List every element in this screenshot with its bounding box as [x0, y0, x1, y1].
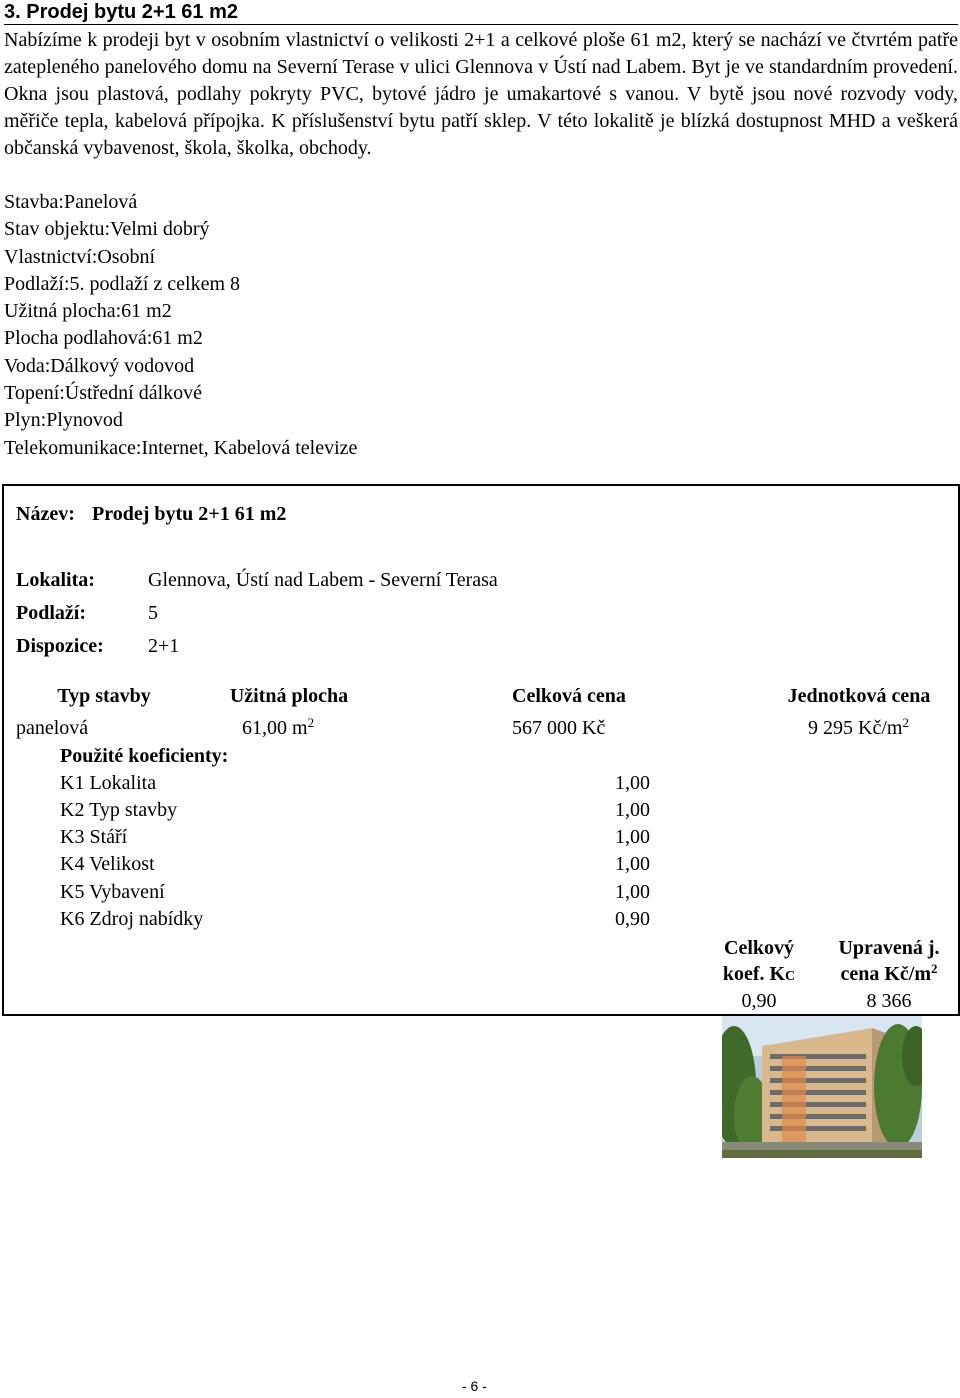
koeficienty-title: Použité koeficienty: [60, 745, 229, 767]
heading-rule [4, 24, 958, 25]
celkovy-koef-sub: C [785, 969, 796, 984]
property-item: Stavba:Panelová [4, 191, 138, 213]
property-item: Plocha podlahová:61 m2 [4, 327, 203, 350]
building-photo-icon [722, 1016, 922, 1158]
upravena-cena-text: cena Kč/m [840, 963, 932, 985]
apartment-building-photo [722, 1016, 922, 1158]
section-heading: 3. Prodej bytu 2+1 61 m2 [4, 1, 238, 23]
celkovy-koef-value: 0,90 [741, 990, 777, 1012]
property-item: Užitná plocha:61 m2 [4, 300, 172, 323]
header-celkova-cena: Celková cena [512, 685, 626, 707]
property-item: Topení:Ústřední dálkové [4, 382, 202, 405]
celkovy-koef-heading-1: Celkový [724, 937, 794, 959]
value-jednotkova-cena [808, 716, 909, 740]
upravena-cena-sup: 2 [931, 961, 938, 976]
podlazi-value: 5 [148, 602, 158, 624]
upravena-cena-value: 8 366 [866, 990, 912, 1012]
valuation-card [2, 484, 960, 1016]
header-jednotkova-cena: Jednotková cena [787, 685, 931, 707]
dispozice-label: Dispozice: [16, 635, 104, 657]
value-typ-stavby: panelová [16, 717, 89, 739]
celkovy-koef-text: koef. K [722, 963, 786, 985]
property-item: Podlaží:5. podlaží z celkem 8 [4, 272, 241, 295]
property-item: Telekomunikace:Internet, Kabelová televize [4, 436, 358, 459]
lokalita-label: Lokalita: [16, 569, 95, 591]
koef-label: K5 Vybavení [60, 881, 165, 903]
header-typ-stavby: Typ stavby [57, 685, 151, 707]
jednotkova-number: 9 295 Kč/m [808, 717, 903, 739]
koef-value: 1,00 [615, 826, 650, 848]
plocha-number: 61,00 m [242, 717, 308, 739]
koef-value: 1,00 [615, 772, 650, 794]
value-uzitna-plocha [242, 716, 314, 740]
lokalita-value: Glennova, Ústí nad Labem - Severní Terasa [148, 569, 498, 591]
dispozice-value: 2+1 [148, 635, 180, 657]
property-item: Plyn:Plynovod [4, 409, 123, 432]
koef-label: K1 Lokalita [60, 772, 157, 794]
name-label: Název: [16, 503, 75, 525]
koef-value: 1,00 [615, 881, 650, 903]
jednotkova-sup: 2 [902, 715, 909, 730]
property-item: Stav objektu:Velmi dobrý [4, 218, 210, 241]
property-list [4, 189, 357, 462]
koef-value: 0,90 [615, 908, 650, 930]
koef-value: 1,00 [615, 853, 650, 875]
upravena-cena-heading-1: Upravená j. [838, 937, 940, 959]
name-value: Prodej bytu 2+1 61 m2 [92, 503, 287, 525]
description-paragraph: Nabízíme k prodeji byt v osobním vlastnictví o velikosti 2+1 a celkové ploše 61 m2, který se nachází ve čtvrtém patře zatepleného panelového domu na Severní Terase v ulici Glennova v Ústí nad Labem. Byt je ve standardním provedení. Okna jsou plastová, podlahy pokryty PVC, bytové jádro je umakartové s vanou. V bytě jsou nové rozvody vody, měřiče tepla, kabelová přípojka. K příslušenství bytu patří sklep. V této lokalitě je blízká dostupnost MHD a veškerá občanská vybavenost, škola, školka, obchody. [4, 29, 958, 159]
page-number: - 6 - [462, 1378, 487, 1394]
podlazi-label: Podlaží: [16, 602, 86, 624]
property-item: Voda:Dálkový vodovod [4, 354, 195, 377]
koef-label: K4 Velikost [60, 853, 155, 875]
koef-value: 1,00 [615, 799, 650, 821]
property-item: Vlastnictví:Osobní [4, 245, 156, 268]
koef-label: K6 Zdroj nabídky [60, 908, 204, 930]
header-uzitna-plocha: Užitná plocha [229, 685, 349, 707]
plocha-sup: 2 [307, 715, 315, 730]
koef-label: K3 Stáří [60, 826, 128, 848]
upravena-cena-heading-2 [822, 962, 956, 986]
card-underline [700, 1014, 820, 1016]
celkovy-koef-heading-2 [704, 962, 814, 986]
koef-label: K2 Typ stavby [60, 799, 178, 821]
value-celkova-cena: 567 000 Kč [512, 717, 606, 739]
